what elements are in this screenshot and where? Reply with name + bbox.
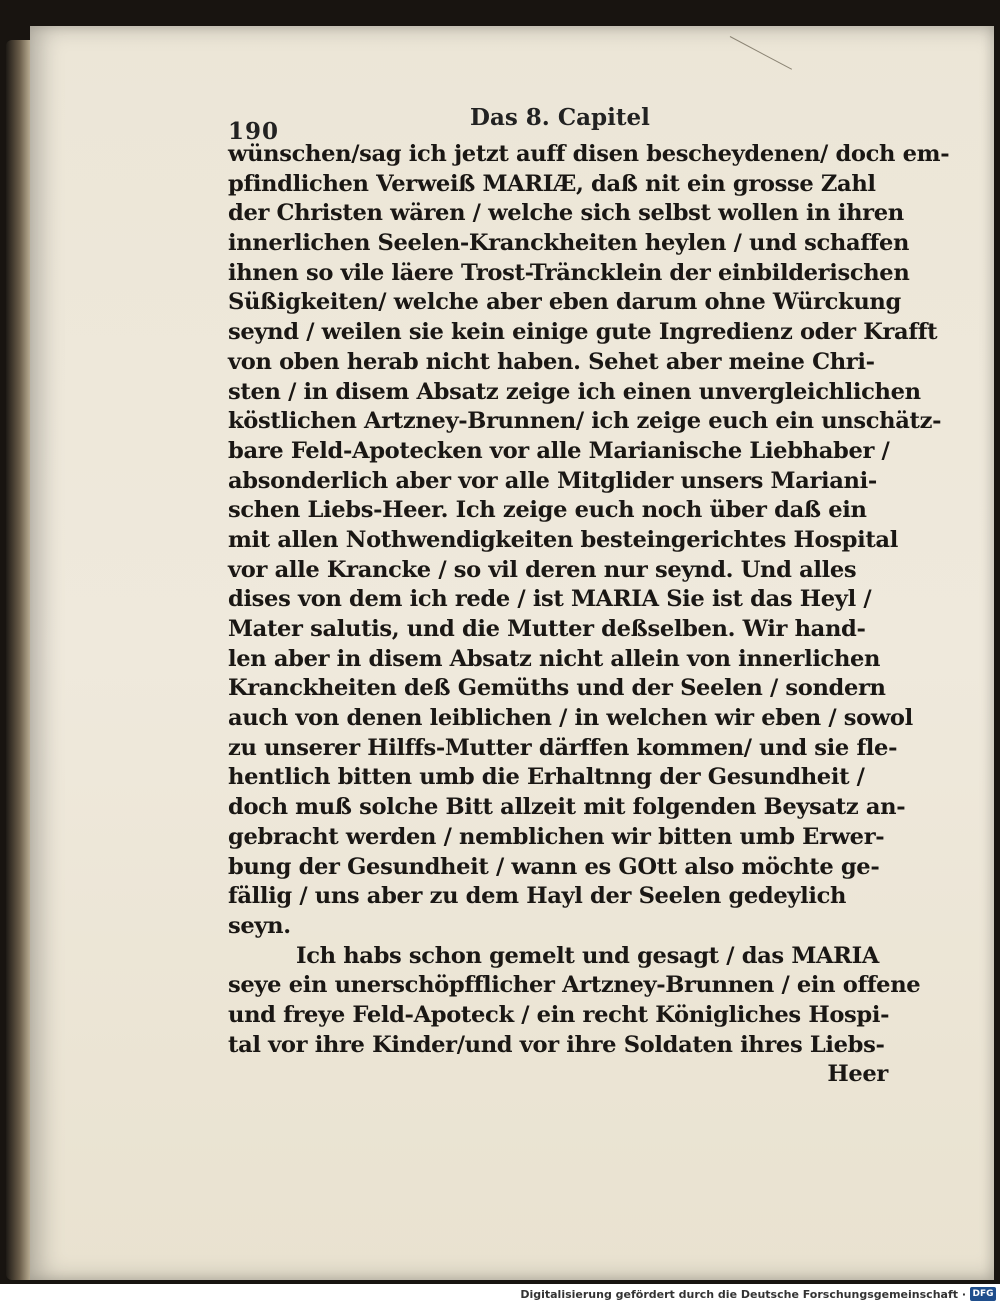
text-line: mit allen Nothwendigkeiten besteingerichtes Hospital xyxy=(228,526,898,553)
page-number: 190 xyxy=(228,118,280,145)
text-line: pfindlichen Verweiß MARIÆ, daß nit ein grosse Zahl xyxy=(228,170,876,197)
text-line: köstlichen Artzney-Brunnen/ ich zeige euch ein unschätz- xyxy=(228,408,942,435)
text-line: Mater salutis, und die Mutter deßselben. Wir hand- xyxy=(228,616,866,642)
text-line: doch muß solche Bitt allzeit mit folgenden Beysatz an- xyxy=(228,794,906,821)
text-line: dises von dem ich rede / ist MARIA Sie ist das Heyl / xyxy=(228,586,872,613)
text-line: Süßigkeiten/ welche aber eben darum ohne Würckung xyxy=(228,289,901,316)
text-line: seye ein unerschöpfflicher Artzney-Brunnen / ein offene xyxy=(228,972,921,999)
text-line: schen Liebs-Heer. Ich zeige euch noch über daß ein xyxy=(228,497,867,524)
text-line: len aber in disem Absatz nicht allein von innerlichen xyxy=(228,645,881,672)
running-head: Das 8. Capitel xyxy=(470,104,650,131)
body-text xyxy=(228,140,950,1090)
text-line: fällig / uns aber zu dem Hayl der Seelen gedeylich xyxy=(228,883,847,910)
text-line: tal vor ihre Kinder/und vor ihre Soldaten ihres Liebs- xyxy=(228,1031,885,1058)
text-line: vor alle Krancke / so vil deren nur seynd. Und alles xyxy=(228,556,857,583)
dfg-logo: DFG xyxy=(970,1287,996,1301)
text-line: auch von denen leiblichen / in welchen wir eben / sowol xyxy=(228,705,913,732)
text-line: von oben herab nicht haben. Sehet aber meine Chri- xyxy=(228,348,875,375)
text-line: der Christen wären / welche sich selbst wollen in ihren xyxy=(228,200,904,227)
text-line: bare Feld-Apotecken vor alle Marianische Liebhaber / xyxy=(228,437,890,464)
text-line: bung der Gesundheit / wann es GOtt also möchte ge- xyxy=(228,853,880,880)
text-line-paragraph-start: Ich habs schon gemelt und gesagt / das MARIA xyxy=(296,942,879,969)
funding-credit: Digitalisierung gefördert durch die Deutsche Forschungsgemeinschaft · xyxy=(520,1288,966,1301)
text-line: innerlichen Seelen-Kranckheiten heylen / und schaffen xyxy=(228,230,910,257)
text-line: hentlich bitten umb die Erhaltnng der Gesundheit / xyxy=(228,764,865,791)
text-line: und freye Feld-Apoteck / ein recht Königliches Hospi- xyxy=(228,1001,890,1028)
text-line: gebracht werden / nemblichen wir bitten umb Erwer- xyxy=(228,823,885,850)
text-line: Kranckheiten deß Gemüths und der Seelen / sondern xyxy=(228,675,886,702)
catchword: Heer xyxy=(827,1061,888,1088)
text-line: seynd / weilen sie kein einige gute Ingredienz oder Krafft xyxy=(228,319,938,346)
text-line: absonderlich aber vor alle Mitglider unsers Mariani- xyxy=(228,467,877,494)
text-line: zu unserer Hilffs-Mutter därffen kommen/ und sie fle- xyxy=(228,734,898,761)
text-line: seyn. xyxy=(228,912,291,939)
text-line: sten / in disem Absatz zeige ich einen unvergleichlichen xyxy=(228,378,921,405)
text-line: wünschen/sag ich jetzt auff disen bescheydenen/ doch em- xyxy=(228,141,950,167)
text-line: ihnen so vile läere Trost-Träncklein der einbilderischen xyxy=(228,259,910,286)
